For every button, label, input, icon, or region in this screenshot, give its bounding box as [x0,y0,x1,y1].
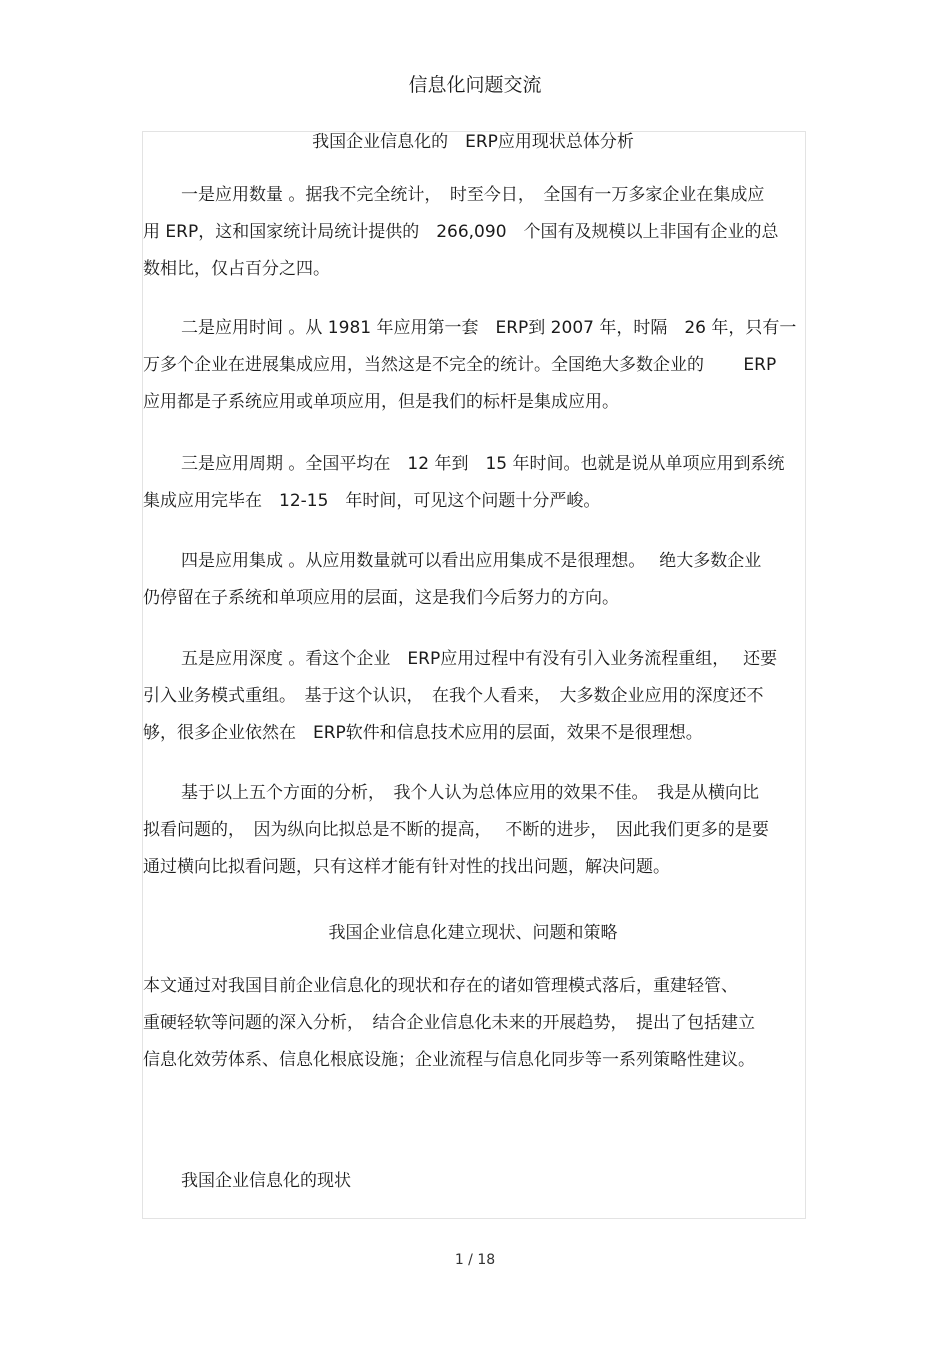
paragraph-line: 应用都是子系统应用或单项应用，但是我们的标杆是集成应用。 [143,392,619,412]
paragraph-line: 二是应用时间 。从 1981 年应用第一套 ERP到 2007 年，时隔 26 年，只有一 [181,318,797,338]
subheading-current-status [143,1163,803,1200]
paragraph-line: 本文通过对我国目前企业信息化的现状和存在的诸如管理模式落后，重建轻管、 [143,976,738,996]
page-number: 1 / 18 [454,1252,496,1268]
paragraph-line: 万多个企业在进展集成应用，当然这是不完全的统计。全国绝大多数企业的 ERP [143,355,777,375]
paragraph-line: 引入业务模式重组。 基于这个认识， 在我个人看来， 大多数企业应用的深度还不 [143,686,764,706]
paragraph-line: 三是应用周期 。全国平均在 12 年到 15 年时间。也就是说从单项应用到系统 [181,454,785,474]
paragraph-line: 重硬轻软等问题的深入分析， 结合企业信息化未来的开展趋势， 提出了包括建立 [143,1013,755,1033]
paragraph-line: 拟看问题的， 因为纵向比拟总是不断的提高， 不断的进步， 因此我们更多的是要 [143,820,769,840]
paragraph-line: 通过横向比拟看问题，只有这样才能有针对性的找出问题，解决问题。 [143,857,670,877]
paragraph-abstract [143,968,803,1079]
paragraph-line: 五是应用深度 。看这个企业 ERP应用过程中有没有引入业务流程重组， 还要 [181,649,778,669]
paragraph-line: 仍停留在子系统和单项应用的层面，这是我们今后努力的方向。 [143,588,619,608]
paragraph-summary [143,775,803,886]
paragraph-application-time [143,310,803,421]
paragraph-line: 集成应用完毕在 12-15 年时间，可见这个问题十分严峻。 [143,491,601,511]
section-heading-erp: 我国企业信息化的 ERP应用现状总体分析 [312,132,634,152]
paragraph-line: 四是应用集成 。从应用数量就可以看出应用集成不是很理想。 绝大多数企业 [181,551,762,571]
subheading-text: 我国企业信息化的现状 [181,1171,351,1191]
paragraph-application-integration [143,543,803,617]
paragraph-line: 一是应用数量 。据我不完全统计， 时至今日， 全国有一万多家企业在集成应 [181,185,765,205]
paragraph-line: 用 ERP，这和国家统计局统计提供的 266,090 个国有及规模以上非国有企业的总 [143,222,779,242]
paragraph-line: 够，很多企业依然在 ERP软件和信息技术应用的层面，效果不是很理想。 [143,723,703,743]
paragraph-application-depth [143,641,803,752]
paragraph-application-cycle [143,446,803,520]
page-title: 信息化问题交流 [408,74,542,96]
paragraph-line: 信息化效劳体系、信息化根底设施；企业流程与信息化同步等一系列策略性建议。 [143,1050,755,1070]
paragraph-line: 基于以上五个方面的分析， 我个人认为总体应用的效果不佳。 我是从横向比 [181,783,759,803]
section-heading-strategy: 我国企业信息化建立现状、问题和策略 [328,923,618,943]
paragraph-line: 数相比，仅占百分之四。 [143,259,330,279]
paragraph-application-quantity [143,177,803,288]
